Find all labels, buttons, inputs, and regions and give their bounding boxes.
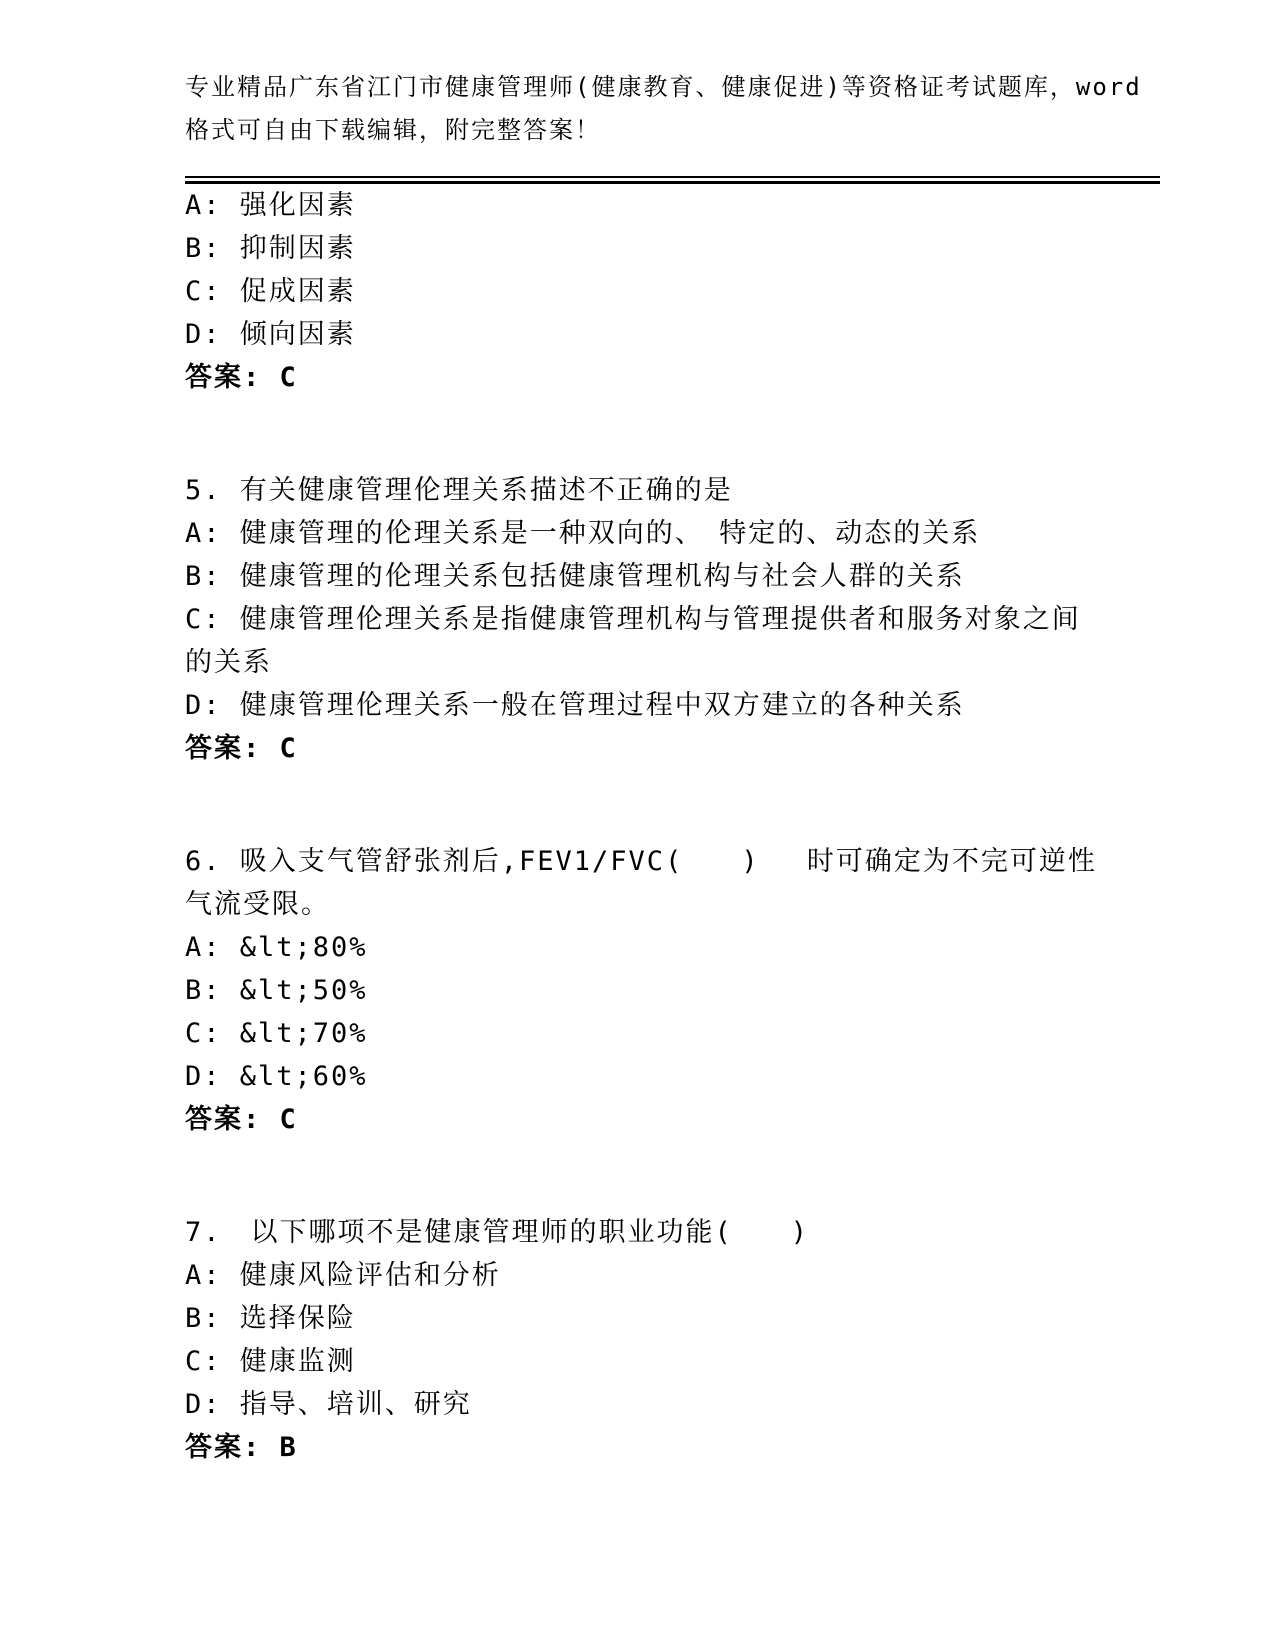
- question-option: C: 健康监测: [185, 1346, 356, 1377]
- question-answer: 答案: C: [185, 362, 298, 393]
- question-option: C: 健康管理伦理关系是指健康管理机构与管理提供者和服务对象之间的关系: [185, 604, 1081, 678]
- question-option: D: 健康管理伦理关系一般在管理过程中双方建立的各种关系: [185, 690, 965, 721]
- question-block-4: [185, 184, 1100, 399]
- question-option: D: 指导、培训、研究: [185, 1389, 472, 1420]
- question-option: C: &lt;70%: [185, 1018, 368, 1049]
- header-line-1: 专业精品广东省江门市健康管理师(健康教育、健康促进)等资格证考试题库，word: [185, 73, 1142, 101]
- question-option: D: 倾向因素: [185, 319, 356, 350]
- header-line-2: 格式可自由下载编辑，附完整答案！: [185, 116, 601, 144]
- question-option: B: 健康管理的伦理关系包括健康管理机构与社会人群的关系: [185, 561, 965, 592]
- question-option: D: &lt;60%: [185, 1061, 368, 1092]
- question-option: B: &lt;50%: [185, 975, 368, 1006]
- question-option: A: &lt;80%: [185, 932, 368, 963]
- question-block-7: [185, 1211, 1100, 1469]
- question-answer: 答案: B: [185, 1432, 298, 1463]
- question-block-5: [185, 469, 1100, 770]
- question-title: 7. 以下哪项不是健康管理师的职业功能( ): [185, 1217, 810, 1248]
- question-option: A: 健康风险评估和分析: [185, 1260, 501, 1291]
- document-body: [185, 184, 1100, 1469]
- question-block-6: [185, 840, 1100, 1141]
- question-title: 5. 有关健康管理伦理关系描述不正确的是: [185, 475, 733, 506]
- question-option: A: 强化因素: [185, 190, 356, 221]
- question-answer: 答案: C: [185, 733, 298, 764]
- question-option: C: 促成因素: [185, 276, 356, 307]
- question-option: A: 健康管理的伦理关系是一种双向的、 特定的、动态的关系: [185, 518, 981, 549]
- header-divider-line: [185, 176, 1160, 184]
- question-option: B: 抑制因素: [185, 233, 356, 264]
- question-answer: 答案: C: [185, 1104, 298, 1135]
- question-option: B: 选择保险: [185, 1303, 356, 1334]
- document-header: [0, 0, 1155, 176]
- question-title: 6. 吸入支气管舒张剂后,FEV1/FVC( ) 时可确定为不完可逆性气流受限。: [185, 846, 1097, 920]
